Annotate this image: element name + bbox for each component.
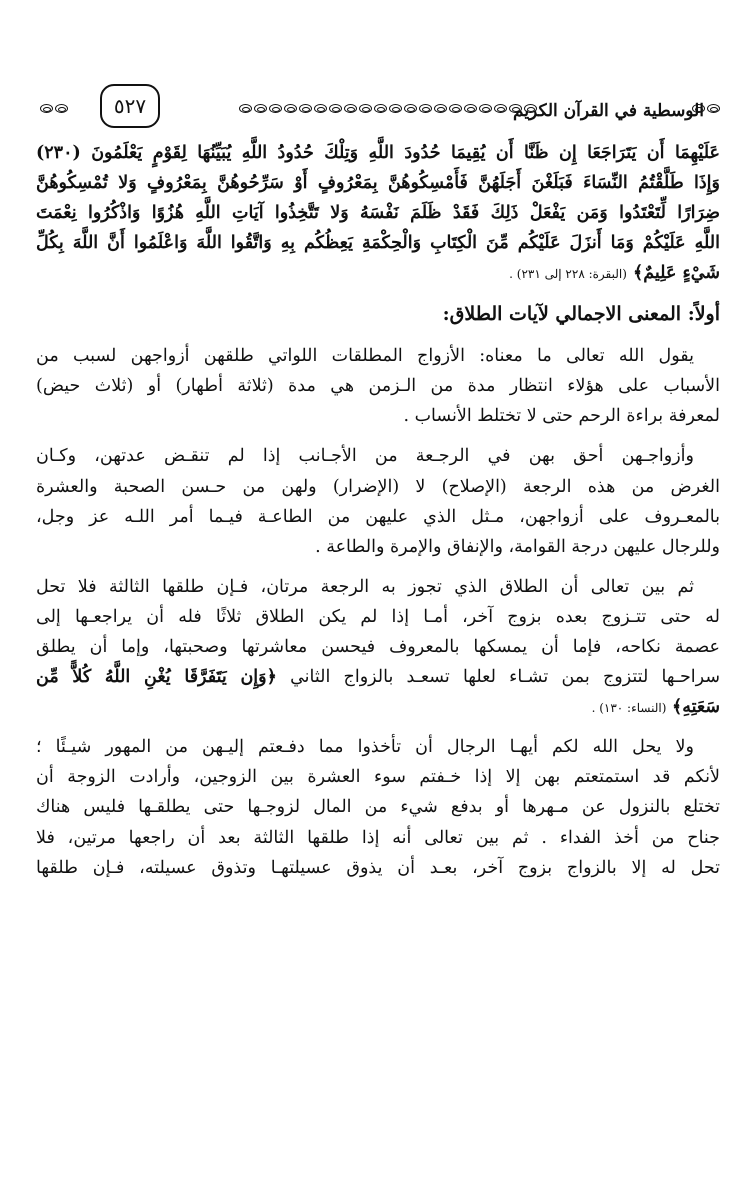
paragraph-line: يقول الله تعالى ما معناه: الأزواج المطلقات اللواتي طلقهن أزواجهن لسبب من (36, 346, 694, 367)
page-number: ٥٢٧ (113, 94, 147, 118)
paragraph-line: تحل له إلا بالزواج بزوج آخر، بعـد أن يذوق عسيلتهـا وتذوق عسيلته، فـإن طلقها (36, 857, 720, 878)
section-heading: أولاً: المعنى الاجمالي لآيات الطلاق: (442, 303, 720, 326)
running-title: الوسطية في القرآن الكريم (513, 101, 704, 121)
header-ornament-middle (162, 104, 537, 116)
paragraph-line: له حتى تتـزوج بعده بزوج آخر، أمـا إذا لم يكن الطلاق ثلاثًا فله أن يراجعـها إلى (36, 606, 720, 627)
paragraph-1 (36, 341, 720, 431)
paragraph-line: لأنكم قد استمتعتم بهن إلا إذا خـفتم سوء العشرة بين الزوجين، وأرادت الزوجة أن (36, 767, 720, 788)
page-body (36, 138, 720, 893)
paragraph-line: الأسباب على هؤلاء انتظار مدة من الـزمن هي مدة (ثلاثة أطهار) أو (ثلاث حيض) (36, 376, 720, 397)
paragraph-line: جناح من أخذ الفداء . ثم بين تعالى أنه إذا طلقها الثالثة بعد أن راجعها مرتين، فلا (36, 827, 720, 848)
verse-citation: (البقرة: ٢٢٨ إلى ٢٣١) . (509, 267, 627, 282)
verse-line: عَلَيْهِمَا أَن يَتَرَاجَعَا إِن ظَنَّا أَن يُقِيمَا حُدُودَ اللَّهِ وَتِلْكَ حُدُودُ اللَّهِ يُبَيِّنُهَا لِقَوْمٍ يَعْلَمُونَ (٢٣٠) (36, 143, 720, 163)
verse-citation: (النساء: ١٣٠) . (591, 701, 667, 716)
page-number-frame (100, 84, 160, 128)
verse-line-last (36, 258, 720, 288)
inline-verse: ﴿وَإِن يَتَفَرَّقَا يُغْنِ اللَّهُ كُلاًّ مِّن (36, 667, 277, 688)
paragraph-line: الغرض من هذه الرجعة (الإصلاح) لا (الإضرار) ولهن من حـسن الصحبة والعشرة (36, 476, 720, 497)
verse-line: ضِرَارًا لِّتَعْتَدُوا وَمَن يَفْعَلْ ذَلِكَ فَقَدْ ظَلَمَ نَفْسَهُ وَلا تَتَّخِذُوا آيَاتِ اللَّهِ هُزُوًا وَاذْكُرُوا نِعْمَتَ (36, 203, 720, 224)
paragraph-line: ولا يحل الله لكم أيهـا الرجال أن تأخذوا مما دفـعتم إليـهن من المهور شيـئًا ؛ (36, 737, 694, 758)
paragraph-line (36, 692, 720, 722)
paragraph-line: وأزواجـهن أحق بهن في الرجـعة من الأجـانب إذا لم تنقـض عدتهن، وكـان (36, 446, 694, 467)
verse-end: شَيْءٍ عَلِيمٌ﴾ (633, 263, 720, 284)
inline-verse-end: سَعَتِهِ﴾ (671, 697, 720, 718)
verse-line: اللَّهِ عَلَيْكُمْ وَمَا أَنزَلَ عَلَيْكُم مِّنَ الْكِتَابِ وَالْحِكْمَةِ يَعِظُكُم بِهِ وَاتَّقُوا اللَّهَ وَاعْلَمُوا أَنَّ اللَّهَ بِكُلِّ (36, 233, 720, 254)
paragraph-line (36, 662, 720, 692)
paragraph-2 (36, 441, 720, 561)
paragraph-line: ثم بين تعالى أن الطلاق الذي تجوز به الرجعة مرتان، فـإن طلقها الثالثة فلا تحل (36, 576, 694, 597)
paragraph-line: تختلع بالنزول عن مـهرها أو بدفع شيء من المال لزوجـها حتى يطلقـها فليس هناك (36, 797, 720, 818)
page-header (40, 84, 720, 134)
paragraph-line: لمعرفة براءة الرحم حتى لا تختلط الأنساب . (403, 406, 720, 427)
verse-line: وَإِذَا طَلَّقْتُمُ النِّسَاءَ فَبَلَغْنَ أَجَلَهُنَّ فَأَمْسِكُوهُنَّ بِمَعْرُوفٍ أَوْ سَرِّحُوهُنَّ بِمَعْرُوفٍ وَلا تُمْسِكُوهُنَّ (36, 173, 720, 194)
quran-verse-block (36, 138, 720, 288)
paragraph-line: عصمة نكاحه، فإما أن يمسكها بالمعروف فيحسن معاشرتها وصحبتها، وإما أن يطلق (36, 636, 720, 657)
paragraph-text: سراحـها لتتزوج بمن تشـاء لعلها تسعـد بالزواج الثاني (290, 667, 720, 688)
paragraph-line: بالمعـروف على أزواجهن، مـثل الذي عليهن من الطاعـة فيـما أمر اللـه عز وجل، (36, 506, 720, 527)
paragraph-4 (36, 732, 720, 882)
header-ornament-left (40, 104, 68, 116)
paragraph-line: وللرجال عليهن درجة القوامة، والإنفاق والإمرة والطاعة . (315, 536, 720, 557)
paragraph-3 (36, 572, 720, 722)
